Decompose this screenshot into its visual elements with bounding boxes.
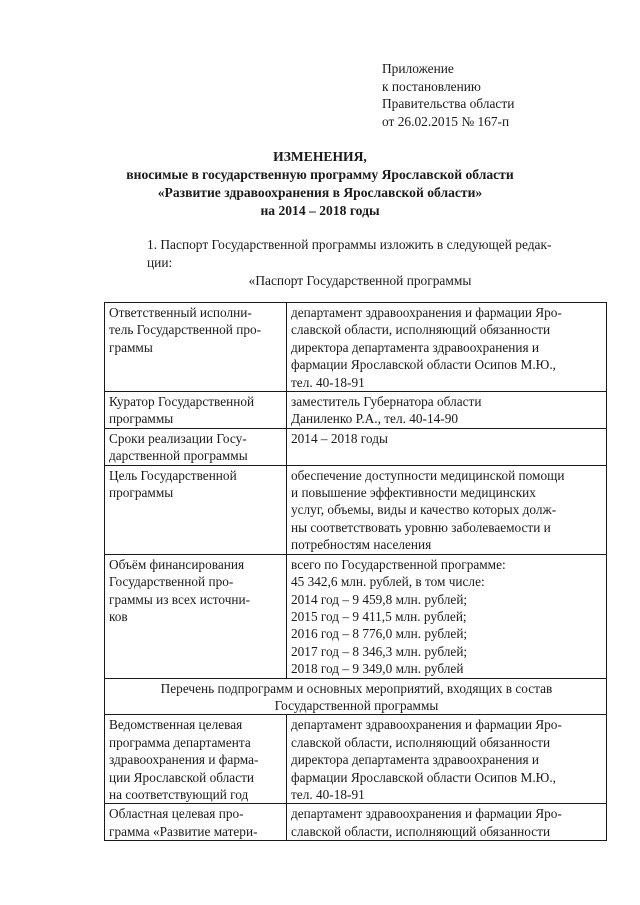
cell-line: ны соответствовать уровню заболеваемости и — [291, 519, 551, 535]
row-label-cell — [105, 303, 287, 392]
cell-line: Областная целевая про- — [109, 806, 244, 822]
cell-line: 2017 год – 8 346,3 млн. рублей; — [291, 643, 468, 659]
cell-line: ции Ярославской области — [109, 769, 255, 785]
annex-line: к постановлению — [382, 78, 481, 94]
cell-line: департамент здравоохранения и фармации Яро- — [291, 806, 562, 822]
row-value-cell — [287, 804, 607, 841]
table-row — [105, 392, 607, 429]
cell-line: Куратор Государственной — [109, 394, 255, 410]
cell-line: 2016 год – 8 776,0 млн. рублей; — [291, 626, 468, 642]
cell-line: 2018 год – 9 349,0 млн. рублей — [291, 661, 464, 677]
cell-line: 2014 год – 9 459,8 млн. рублей; — [291, 591, 468, 607]
row-value-cell — [287, 428, 607, 465]
intro-line: 1. Паспорт Государственной программы изложить в следующей редак- — [147, 237, 552, 252]
cell-line: заместитель Губернатора области — [291, 394, 482, 410]
cell-line: Ответственный исполни- — [109, 305, 252, 320]
cell-line: славской области, исполняющий обязанности — [291, 823, 551, 839]
passport-heading: «Паспорт Государственной программы — [248, 273, 472, 288]
annex-date-number: от 26.02.2015 № 167-п — [382, 113, 510, 129]
cell-line: граммы из всех источни- — [109, 591, 251, 607]
annex-block — [382, 60, 514, 130]
cell-line: и повышение эффективности медицинских — [291, 485, 536, 501]
document-title — [0, 148, 640, 220]
cell-line: директора департамента здравоохранения и — [291, 339, 540, 355]
cell-line: фармации Ярославской области Осипов М.Ю., — [291, 769, 556, 785]
cell-line: 2015 год – 9 411,5 млн. рублей; — [291, 608, 467, 624]
cell-line: департамент здравоохранения и фармации Яро- — [291, 717, 562, 733]
cell-line: департамент здравоохранения и фармации Яро- — [291, 305, 562, 320]
cell-line: Даниленко Р.А., тел. 40-14-90 — [291, 411, 458, 427]
cell-line: ков — [109, 608, 128, 624]
annex-line: Правительства области — [382, 96, 515, 111]
row-value-cell — [287, 392, 607, 429]
cell-line: тель Государственной про- — [109, 322, 262, 338]
cell-line: программа департамента — [109, 734, 251, 750]
table-row — [105, 465, 607, 554]
cell-line: 45 342,6 млн. рублей, в том числе: — [291, 574, 485, 590]
cell-line: дарственной программы — [109, 448, 248, 464]
cell-line: на соответствующий год — [109, 786, 249, 802]
cell-line: грамма «Развитие матери- — [109, 823, 258, 839]
annex-line: Приложение — [382, 61, 454, 76]
row-label-cell — [105, 804, 287, 841]
table-row — [105, 554, 607, 678]
cell-line: здравоохранения и фарма- — [109, 752, 259, 768]
cell-line: услуг, объемы, виды и качество которых долж- — [291, 502, 557, 518]
cell-line: тел. 40-18-91 — [291, 374, 365, 390]
section-header-line: Государственной программы — [274, 697, 439, 713]
cell-line: Цель Государственной — [109, 467, 237, 483]
cell-line: всего по Государственной программе: — [291, 556, 506, 572]
table-row — [105, 804, 607, 841]
section-header-line: Перечень подпрограмм и основных мероприятий, входящих в состав — [160, 680, 553, 696]
row-label-cell — [105, 428, 287, 465]
table-row — [105, 303, 607, 392]
row-label-cell — [105, 465, 287, 554]
section-header-cell — [105, 678, 607, 715]
row-label-cell — [105, 715, 287, 804]
cell-line: обеспечение доступности медицинской помощи — [291, 467, 565, 483]
intro-text — [106, 236, 614, 290]
cell-line: Объём финансирования — [109, 556, 245, 572]
row-value-cell — [287, 465, 607, 554]
cell-line: славской области, исполняющий обязанности — [291, 322, 551, 338]
cell-line: 2014 – 2018 годы — [291, 430, 388, 446]
cell-line: потребностям населения — [291, 537, 432, 553]
title-heading: ИЗМЕНЕНИЯ, — [273, 149, 367, 164]
title-line: вносимые в государственную программу Ярославской области — [126, 167, 514, 182]
cell-line: Государственной про- — [109, 574, 234, 590]
cell-line: фармации Ярославской области Осипов М.Ю., — [291, 357, 556, 373]
cell-line: тел. 40-18-91 — [291, 786, 365, 802]
row-value-cell — [287, 715, 607, 804]
table-row — [105, 715, 607, 804]
table-row — [105, 428, 607, 465]
cell-line: граммы — [109, 339, 153, 355]
cell-line: Сроки реализации Госу- — [109, 430, 247, 446]
cell-line: славской области, исполняющий обязанности — [291, 734, 551, 750]
row-label-cell — [105, 554, 287, 678]
cell-line: программы — [109, 485, 174, 501]
cell-line: Ведомственная целевая — [109, 717, 243, 733]
passport-table — [104, 302, 607, 841]
title-line: на 2014 – 2018 годы — [260, 203, 380, 218]
section-header-row — [105, 678, 607, 715]
cell-line: программы — [109, 411, 174, 427]
intro-paragraph — [106, 236, 614, 271]
row-value-cell — [287, 554, 607, 678]
row-value-cell — [287, 303, 607, 392]
row-label-cell — [105, 392, 287, 429]
cell-line: директора департамента здравоохранения и — [291, 752, 540, 768]
intro-line: ции: — [147, 254, 173, 270]
title-line: «Развитие здравоохранения в Ярославской области» — [157, 185, 483, 200]
